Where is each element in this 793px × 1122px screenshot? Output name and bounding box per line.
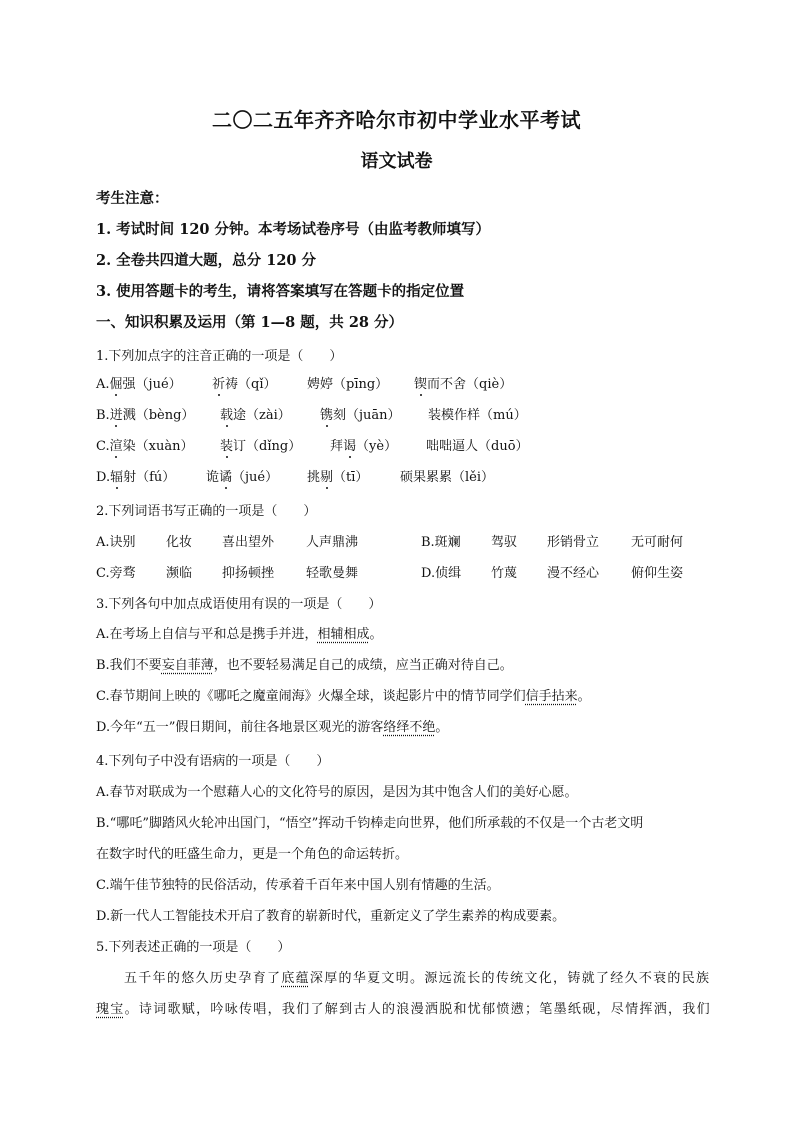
section-heading: 一、知识积累及运用（第 1—8 题，共 28 分）	[96, 314, 404, 331]
q4-stem: 4.下列句子中没有语病的一项是（ ）	[96, 754, 330, 769]
dotted-word: 瑰宝	[96, 1002, 125, 1017]
q4-option-b-line1: B.“哪吒”脚踏风火轮冲出国门，“悟空”挥动千钧棒走向世界，他们所承载的不仅是一个古老文明	[96, 816, 644, 831]
q1-option-c-word4: 咄咄逼人（duō）	[426, 439, 529, 454]
exam-title: 二〇二五年齐齐哈尔市初中学业水平考试	[212, 108, 581, 132]
dotted-word: 底蕴	[281, 971, 310, 986]
dotted-idiom: 相辅相成	[317, 627, 370, 642]
q1-option-d-word3: 挑剔（tī）	[307, 470, 369, 485]
notice-heading: 考生注意：	[96, 190, 169, 207]
dotted-idiom: 信手拈来	[525, 689, 578, 704]
q1-option-d-word2: 诡谲（jué）	[206, 470, 279, 485]
exam-subtitle: 语文试卷	[360, 151, 433, 172]
q1-option-a-word2: 祈祷（qǐ）	[212, 377, 277, 392]
q5-passage-line1: 五千年的悠久历史孕育了底蕴深厚的华夏文明。源远流长的传统文化，铸就了经久不衰的民族	[124, 971, 711, 986]
q1-option-b-word2: 载途（zài）	[220, 408, 291, 423]
q3-option-a: A.在考场上自信与平和总是携手并进，相辅相成。	[96, 627, 383, 642]
dotted-idiom: 妄自菲薄	[161, 658, 214, 673]
q1-option-b-word3: 镌刻（juān）	[320, 408, 401, 423]
q1-option-d: D.辐射（fú）	[96, 470, 176, 485]
q3-option-b: B.我们不要妄自菲薄，也不要轻易满足自己的成绩，应当正确对待自己。	[96, 658, 513, 673]
q3-option-d: D.今年“五一”假日期间，前往各地景区观光的游客络绎不绝。	[96, 720, 449, 735]
q4-option-c: C.端午佳节独特的民俗活动，传承着千百年来中国人别有情趣的生活。	[96, 878, 500, 893]
q4-option-d: D.新一代人工智能技术开启了教育的崭新时代，重新定义了学生素养的构成要素。	[96, 909, 566, 924]
q2-stem: 2.下列词语书写正确的一项是（ ）	[96, 504, 317, 519]
q1-stem: 1.下列加点字的注音正确的一项是（ ）	[96, 349, 343, 364]
q1-option-c-word2: 装订（dǐng）	[220, 439, 302, 454]
dotted-idiom: 络绎不绝	[383, 720, 436, 735]
q1-option-d-word4: 硕果累累（lěi）	[400, 470, 495, 485]
q3-stem: 3.下列各句中加点成语使用有误的一项是（ ）	[96, 597, 382, 612]
q1-option-a-word4: 锲而不舍（qiè）	[414, 377, 513, 392]
q1-option-b: B.迸溅（bèng）	[96, 408, 195, 423]
q5-stem: 5.下列表述正确的一项是（ ）	[96, 940, 291, 955]
notice-item-1: 1. 考试时间 120 分钟。本考场试卷序号（由监考教师填写）	[96, 221, 491, 238]
q4-option-a: A.春节对联成为一个慰藉人心的文化符号的原因，是因为其中饱含人们的美好心愿。	[96, 785, 578, 800]
q1-option-c: C.渲染（xuàn）	[96, 439, 194, 454]
q1-option-a-word3: 娉婷（pīng）	[307, 377, 389, 392]
q1-option-c-word3: 拜谒（yè）	[330, 439, 398, 454]
notice-item-2: 2. 全卷共四道大题，总分 120 分	[96, 252, 317, 269]
q1-option-b-word4: 装模作样（mú）	[428, 408, 527, 423]
notice-item-3: 3. 使用答题卡的考生，请将答案填写在答题卡的指定位置	[96, 283, 465, 300]
q1-option-a: A.倔强（jué）	[96, 377, 182, 392]
q4-option-b-line2: 在数字时代的旺盛生命力，更是一个角色的命运转折。	[96, 847, 409, 862]
q3-option-c: C.春节期间上映的《哪吒之魔童闹海》火爆全球，谈起影片中的情节同学们信手拈来。	[96, 689, 591, 704]
q5-passage-line2: 瑰宝。诗词歌赋，吟咏传唱，我们了解到古人的浪漫洒脱和忧郁愤懑；笔墨纸砚，尽情挥洒，我们	[96, 1002, 711, 1017]
